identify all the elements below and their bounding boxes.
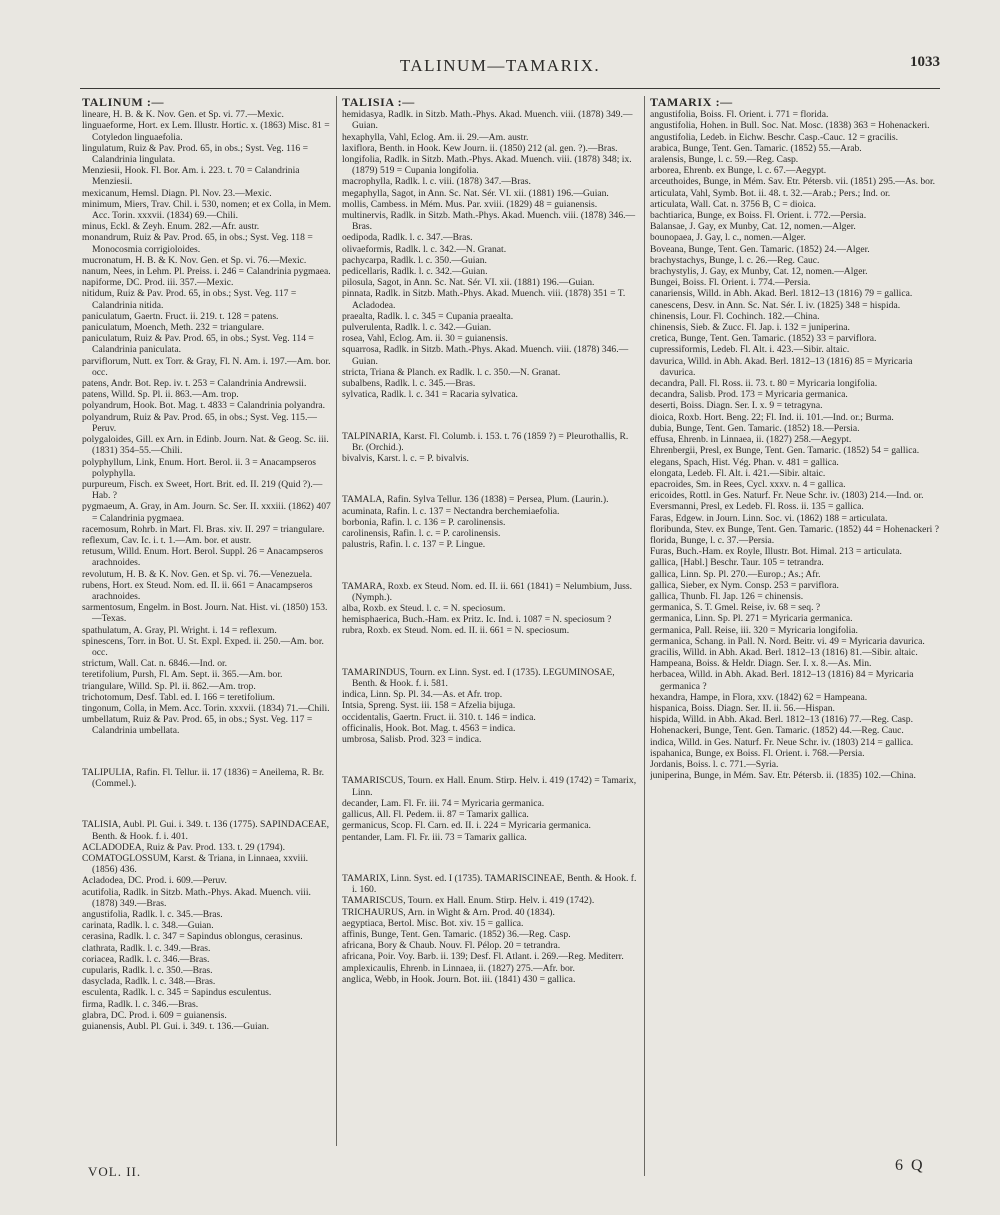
index-entry: cretica, Bunge, Tent. Gen. Tamaric. (1852) 33 = parviflora.: [650, 333, 877, 345]
index-entry: pedicellaris, Radlk. l. c. 342.—Guian.: [342, 266, 488, 278]
entry-gap: [342, 852, 638, 863]
index-entry: minimum, Miers, Trav. Chil. i. 530, nomen; et ex Colla, in Mem. Acc. Torin. xxxvii. (1834) 69.—Chili.: [82, 198, 332, 222]
index-entry: esculenta, Radlk. l. c. 345 = Sapindus esculentus.: [82, 987, 272, 999]
index-entry: cerasina, Radlk. l. c. 347 = Sapindus oblongus, cerasinus.: [82, 931, 303, 943]
index-entry: arceuthoides, Bunge, in Mém. Sav. Etr. Pétersb. vii. (1851) 295.—As. bor.: [650, 176, 936, 188]
index-entry: Bungei, Boiss. Fl. Orient. i. 774.—Persia.: [650, 277, 811, 289]
index-entry: teretifolium, Pursh, Fl. Am. Sept. ii. 365.—Am. bor.: [82, 669, 283, 681]
index-entry: occidentalis, Gaertn. Fruct. ii. 310. t. 146 = indica.: [342, 711, 536, 723]
index-entry: tingonum, Colla, in Mem. Acc. Torin. xxxvii. (1834) 71.—Chili.: [82, 702, 330, 714]
header-rule: [80, 88, 940, 89]
index-entry: bivalvis, Karst. l. c. = P. bivalvis.: [342, 453, 469, 465]
index-entry: mexicanum, Hemsl. Diagn. Pl. Nov. 23.—Mexic.: [82, 187, 272, 199]
index-entry: germanica, S. T. Gmel. Reise, iv. 68 = seq. ?: [650, 602, 821, 614]
index-entry: mucronatum, H. B. & K. Nov. Gen. et Sp. vi. 76.—Mexic.: [82, 254, 307, 266]
index-entry: TAMALA, Rafin. Sylva Tellur. 136 (1838) = Persea, Plum. (Laurin.).: [342, 494, 609, 506]
index-entry: hispanica, Boiss. Diagn. Ser. II. ii. 56.—Hispan.: [650, 702, 835, 714]
index-entry: alba, Roxb. ex Steud. l. c. = N. speciosum.: [342, 603, 506, 615]
index-entry: ericoides, Rottl. in Ges. Naturf. Fr. Neue Schr. iv. (1803) 214.—Ind. or.: [650, 490, 924, 502]
entry-gap: [342, 755, 638, 766]
index-entry: linguaeforme, Hort. ex Lem. Illustr. Hortic. x. (1863) Misc. 81 = Cotyledon linguaefolia.: [82, 120, 330, 143]
index-entry: TAMARISCUS, Tourn. ex Hall. Enum. Stirp. Helv. i. 419 (1742).: [342, 895, 595, 907]
index-entry: lingulatum, Ruiz & Pav. Prod. 65, in obs.; Syst. Veg. 116 = Calandrinia lingulata.: [82, 142, 308, 166]
index-entry: chinensis, Sieb. & Zucc. Fl. Jap. i. 132 = juniperina.: [650, 322, 850, 334]
index-entry: polyphyllum, Link, Enum. Hort. Berol. ii. 3 = Anacampseros polyphylla.: [82, 456, 317, 479]
index-entry: TAMARISCUS, Tourn. ex Hall. Enum. Stirp. Helv. i. 419 (1742) = Tamarix, Linn.: [342, 775, 637, 798]
index-entry: TRICHAURUS, Arn. in Wight & Arn. Prod. 40 (1834).: [342, 906, 555, 918]
index-entry: paniculatum, Moench, Meth. 232 = triangulare.: [82, 322, 265, 334]
index-entry: pilosula, Sagot, in Ann. Sc. Nat. Sér. VI. xii. (1881) 196.—Guian.: [342, 277, 595, 289]
entry-gap: [342, 646, 638, 657]
volume-label: VOL. II.: [88, 1164, 142, 1179]
index-entry: stricta, Triana & Planch. ex Radlk. l. c. 350.—N. Granat.: [342, 366, 561, 378]
index-entry: TALPINARIA, Karst. Fl. Columb. i. 153. t. 76 (1859 ?) = Pleurothallis, R. Br. (Orchid.).: [342, 430, 629, 453]
index-entry: angustifolia, Hohen. in Bull. Soc. Nat. Mosc. (1838) 363 = Hohenackeri.: [650, 120, 930, 132]
index-entry: longifolia, Radlk. in Sitzb. Math.-Phys. Akad. Muench. viii. (1878) 348; ix. (1879) 519 = Cupania longifolia.: [342, 154, 632, 177]
index-entry: arborea, Ehrenb. ex Bunge, l. c. 67.—Aegypt.: [650, 165, 827, 177]
index-entry: hemisphaerica, Buch.-Ham. ex Pritz. Ic. Ind. i. 1087 = N. speciosum ?: [342, 614, 612, 626]
index-entry: Hampeana, Boiss. & Heldr. Diagn. Ser. I. x. 8.—As. Min.: [650, 658, 872, 670]
index-entry: juniperina, Bunge, in Mém. Sav. Etr. Pétersb. ii. (1835) 102.—China.: [650, 770, 916, 782]
index-entry: polyandrum, Hook. Bot. Mag. t. 4833 = Calandrinia polyandra.: [82, 400, 326, 412]
index-entry: gallica, Thunb. Fl. Jap. 126 = chinensis.: [650, 590, 804, 602]
index-entry: patens, Willd. Sp. Pl. ii. 863.—Am. trop.: [82, 389, 239, 401]
index-entry: spathulatum, A. Gray, Pl. Wright. i. 14 = reflexum.: [82, 624, 277, 636]
index-entry: arabica, Bunge, Tent. Gen. Tamaric. (1852) 55.—Arab.: [650, 142, 862, 154]
index-entry: laxiflora, Benth. in Hook. Kew Journ. ii. (1850) 212 (al. gen. ?).—Bras.: [342, 142, 618, 154]
index-entry: gallicus, All. Fl. Pedem. ii. 87 = Tamarix gallica.: [342, 809, 529, 821]
index-entry: parviflorum, Nutt. ex Torr. & Gray, Fl. N. Am. i. 197.—Am. bor. occ.: [82, 355, 331, 378]
index-entry: gracilis, Willd. in Abh. Akad. Berl. 1812–13 (1816) 81.—Sibir. altaic.: [650, 646, 918, 658]
index-entry: paniculatum, Ruiz & Pav. Prod. 65, in obs.; Syst. Veg. 114 = Calandrinia paniculata.: [82, 333, 314, 356]
index-entry: Hohenackeri, Bunge, Tent. Gen. Tamaric. (1852) 44.—Reg. Cauc.: [650, 725, 904, 737]
index-entry: TAMARIX, Linn. Syst. ed. I (1735). TAMARISCINEAE, Benth. & Hook. f. i. 160.: [342, 872, 637, 896]
index-entry: Acladodea, DC. Prod. i. 609.—Peruv.: [82, 875, 227, 887]
index-entry: rubra, Roxb. ex Steud. Nom. ed. II. ii. 661 = N. speciosum.: [342, 625, 570, 637]
genus-heading: TALISIA :—: [342, 97, 415, 109]
index-entry: acuminata, Rafin. l. c. 137 = Nectandra berchemiaefolia.: [342, 505, 560, 517]
index-entry: floribunda, Stev. ex Bunge, Tent. Gen. Tamaric. (1852) 44 = Hohenackeri ?: [650, 523, 939, 535]
index-entry: palustris, Rafin. l. c. 137 = P. Lingue.: [342, 539, 486, 551]
index-entry: COMATOGLOSSUM, Karst. & Triana, in Linnaea, xxviii. (1856) 436.: [82, 852, 309, 876]
index-entry: hexandra, Hampe, in Flora, xxv. (1842) 62 = Hampeana.: [650, 691, 868, 703]
index-entry: indica, Linn. Sp. Pl. 34.—As. et Afr. trop.: [342, 689, 503, 701]
index-entry: glabra, DC. Prod. i. 609 = guianensis.: [82, 1009, 227, 1021]
index-entry: pulverulenta, Radlk. l. c. 342.—Guian.: [342, 322, 492, 334]
index-entry: olivaeformis, Radlk. l. c. 342.—N. Granat.: [342, 243, 507, 255]
index-entry: decander, Lam. Fl. Fr. iii. 74 = Myricaria germanica.: [342, 797, 545, 809]
index-entry: TALIPULIA, Rafin. Fl. Tellur. ii. 17 (1836) = Aneilema, R. Br. (Commel.).: [82, 766, 325, 789]
running-head: TALINUM—TAMARIX.: [399, 56, 601, 75]
index-entry: ispahanica, Bunge, ex Boiss. Fl. Orient. i. 768.—Persia.: [650, 747, 865, 759]
index-entry: clathrata, Radlk. l. c. 349.—Bras.: [82, 942, 211, 954]
index-entry: germanica, Linn. Sp. Pl. 271 = Myricaria germanica.: [650, 613, 853, 625]
index-entry: davurica, Willd. in Abh. Akad. Berl. 1812–13 (1816) 85 = Myricaria davurica.: [650, 355, 913, 378]
index-entry: effusa, Ehrenb. in Linnaea, ii. (1827) 258.—Aegypt.: [650, 434, 852, 446]
index-entry: pachycarpa, Radlk. l. c. 350.—Guian.: [342, 254, 487, 266]
index-entry: pygmaeum, A. Gray, in Am. Journ. Sc. Ser. II. xxxiii. (1862) 407 = Calandrinia pygmaea.: [82, 501, 331, 524]
index-entry: Faras, Edgew. in Journ. Linn. Soc. vi. (1862) 188 = articulata.: [650, 512, 888, 524]
index-entry: germanica, Pall. Reise, iii. 320 = Myricaria longifolia.: [650, 624, 858, 636]
index-entry: macrophylla, Radlk. l. c. viii. (1878) 347.—Bras.: [342, 176, 531, 188]
index-entry: reflexum, Cav. Ic. i. t. 1.—Am. bor. et austr.: [82, 534, 252, 546]
index-entry: praealta, Radlk. l. c. 345 = Cupania praealta.: [342, 310, 514, 322]
index-entry: Furas, Buch.-Ham. ex Royle, Illustr. Bot. Himal. 213 = articulata.: [650, 546, 902, 558]
index-entry: ACLADODEA, Ruiz & Pav. Prod. 133. t. 29 (1794).: [82, 841, 285, 853]
entry-gap: [342, 560, 638, 571]
index-entry: racemosum, Rohrb. in Mart. Fl. Bras. xiv. II. 297 = triangulare.: [82, 523, 325, 535]
index-entry: carolinensis, Rafin. l. c. = P. carolinensis.: [342, 528, 501, 540]
index-entry: nitidum, Ruiz & Pav. Prod. 65, in obs.; Syst. Veg. 117 = Calandrinia nitida.: [82, 288, 297, 311]
index-entry: africana, Bory & Chaub. Nouv. Fl. Pélop. 20 = tetrandra.: [342, 940, 561, 952]
index-entry: indica, Willd. in Ges. Naturf. Fr. Neue Schr. iv. (1803) 214 = gallica.: [650, 736, 914, 748]
index-entry: revolutum, H. B. & K. Nov. Gen. et Sp. vi. 76.—Venezuela.: [82, 568, 313, 580]
signature-mark: 6 Q: [895, 1157, 925, 1174]
index-entry: canariensis, Willd. in Abh. Akad. Berl. 1812–13 (1816) 79 = gallica.: [650, 288, 913, 300]
index-entry: sylvatica, Radlk. l. c. 341 = Racaria sylvatica.: [342, 389, 518, 401]
index-entry: mollis, Cambess. in Mém. Mus. Par. xviii. (1829) 48 = guianensis.: [342, 198, 598, 210]
index-entry: hispida, Willd. in Abh. Akad. Berl. 1812–13 (1816) 77.—Reg. Casp.: [650, 714, 913, 726]
index-entry: hemidasya, Radlk. in Sitzb. Math.-Phys. Akad. Muench. viii. (1878) 349.—Guian.: [342, 109, 633, 132]
column-1: [82, 97, 332, 1157]
index-entry: borbonia, Rafin. l. c. 136 = P. carolinensis.: [342, 516, 506, 528]
index-entry: cupressiformis, Ledeb. Fl. Alt. i. 423.—Sibir. altaic.: [650, 344, 850, 356]
index-entry: Intsia, Spreng. Syst. iii. 158 = Afzelia bijuga.: [342, 700, 516, 712]
index-entry: germanica, Schang. in Pall. N. Nord. Beitr. vi. 49 = Myricaria davurica.: [650, 635, 925, 647]
index-entry: TAMARA, Roxb. ex Steud. Nom. ed. II. ii. 661 (1841) = Nelumbium, Juss. (Nymph.).: [342, 580, 633, 603]
index-entry: bachtiarica, Bunge, ex Boiss. Fl. Orient. i. 772.—Persia.: [650, 210, 867, 222]
column-divider: [644, 96, 645, 1176]
index-entry: bounopaea, J. Gay, l. c., nomen.—Alger.: [650, 232, 806, 244]
index-entry: angustifolia, Radlk. l. c. 345.—Bras.: [82, 908, 223, 920]
index-entry: Balansae, J. Gay, ex Munby, Cat. 12, nomen.—Alger.: [650, 221, 856, 233]
index-entry: multinervis, Radlk. in Sitzb. Math.-Phys. Akad. Muench. viii. (1878) 346.—Bras.: [342, 210, 636, 233]
index-entry: dioica, Roxb. Hort. Beng. 22; Fl. Ind. ii. 101.—Ind. or.; Burma.: [650, 411, 894, 423]
index-entry: firma, Radlk. l. c. 346.—Bras.: [82, 998, 199, 1010]
index-entry: rubens, Hort. ex Steud. Nom. ed. II. ii. 661 = Anacampseros arachnoides.: [82, 579, 313, 602]
index-entry: umbellatum, Ruiz & Pav. Prod. 65, in obs.; Syst. Veg. 117 = Calandrinia umbellata.: [82, 714, 313, 737]
index-entry: officinalis, Hook. Bot. Mag. t. 4563 = indica.: [342, 722, 516, 734]
index-entry: brachystylis, J. Gay, ex Munby, Cat. 12, nomen.—Alger.: [650, 266, 868, 278]
index-entry: anglica, Webb, in Hook. Journ. Bot. iii. (1841) 430 = gallica.: [342, 973, 576, 985]
index-entry: elongata, Ledeb. Fl. Alt. i. 421.—Sibir. altaic.: [650, 467, 826, 479]
index-entry: affinis, Bunge, Tent. Gen. Tamaric. (1852) 36.—Reg. Casp.: [342, 928, 571, 940]
index-entry: articulata, Vahl, Symb. Bot. ii. 48. t. 32.—Arab.; Pers.; Ind. or.: [650, 187, 891, 199]
index-entry: polygaloides, Gill. ex Arn. in Edinb. Journ. Nat. & Geog. Sc. iii. (1831) 354–55.—Chili.: [82, 434, 329, 457]
column-divider: [336, 96, 337, 1146]
genus-heading: TAMARIX :—: [650, 97, 733, 109]
index-entry: retusum, Willd. Enum. Hort. Berol. Suppl. 26 = Anacampseros arachnoides.: [82, 546, 323, 569]
index-entry: amplexicaulis, Ehrenb. in Linnaea, ii. (1827) 275.—Afr. bor.: [342, 962, 575, 974]
index-entry: decandra, Pall. Fl. Ross. ii. 73. t. 80 = Myricaria longifolia.: [650, 378, 878, 390]
index-entry: aegyptiaca, Bertol. Misc. Bot. xiv. 15 = gallica.: [342, 917, 524, 929]
index-entry: pentander, Lam. Fl. Fr. iii. 73 = Tamarix gallica.: [342, 831, 527, 843]
index-entry: patens, Andr. Bot. Rep. iv. t. 253 = Calandrinia Andrewsii.: [82, 378, 307, 390]
index-entry: dubia, Bunge, Tent. Gen. Tamaric. (1852) 18.—Persia.: [650, 422, 860, 434]
index-entry: napiforme, DC. Prod. iii. 357.—Mexic.: [82, 277, 234, 289]
index-entry: monandrum, Ruiz & Pav. Prod. 65, in obs.; Syst. Veg. 118 = Monocosmia corrigioloides.: [82, 232, 313, 255]
index-entry: strictum, Wall. Cat. n. 6846.—Ind. or.: [82, 658, 228, 670]
index-entry: minus, Eckl. & Zeyh. Enum. 282.—Afr. austr.: [82, 221, 260, 233]
index-entry: acutifolia, Radlk. in Sitzb. Math.-Phys. Akad. Muench. viii. (1878) 349.—Bras.: [82, 886, 311, 909]
entry-gap: [342, 410, 638, 421]
index-entry: cupularis, Radlk. l. c. 350.—Bras.: [82, 965, 213, 976]
index-entry: coriacea, Radlk. l. c. 346.—Bras.: [82, 953, 210, 965]
index-entry: gallica, [Habl.] Beschr. Taur. 105 = tetrandra.: [650, 557, 824, 569]
index-entry: spinescens, Torr. in Bot. U. St. Expl. Exped. ii. 250.—Am. bor. occ.: [82, 635, 324, 658]
index-entry: angustifolia, Boiss. Fl. Orient. i. 771 = florida.: [650, 109, 829, 121]
index-entry: Ehrenbergii, Presl, ex Bunge, Tent. Gen. Tamaric. (1852) 54 = gallica.: [650, 445, 920, 457]
column-3: [650, 97, 950, 1197]
entry-gap: [342, 474, 638, 485]
index-entry: epacroides, Sm. in Rees, Cycl. xxxv. n. 4 = gallica.: [650, 478, 846, 490]
index-entry: angustifolia, Ledeb. in Eichw. Beschr. Casp.-Cauc. 12 = gracilis.: [650, 131, 899, 143]
index-entry: gallica, Sieber, ex Nym. Consp. 253 = parviflora.: [650, 579, 839, 591]
index-entry: gallica, Linn. Sp. Pl. 270.—Europ.; As.; Afr.: [650, 568, 821, 580]
index-entry: squarrosa, Radlk. in Sitzb. Math.-Phys. Akad. Muench. viii. (1878) 346.—Guian.: [342, 344, 629, 367]
index-entry: deserti, Boiss. Diagn. Ser. I. x. 9 = tetragyna.: [650, 400, 823, 412]
index-entry: hexaphylla, Vahl, Eclog. Am. ii. 29.—Am. austr.: [342, 131, 529, 143]
index-entry: triangulare, Willd. Sp. Pl. ii. 862.—Am. trop.: [82, 680, 256, 692]
index-entry: aralensis, Bunge, l. c. 59.—Reg. Casp.: [650, 154, 799, 166]
index-entry: herbacea, Willd. in Abh. Akad. Berl. 1812–13 (1816) 84 = Myricaria germanica ?: [650, 669, 914, 692]
index-entry: Menziesii, Hook. Fl. Bor. Am. i. 223. t. 70 = Calandrinia Menziesii.: [82, 165, 300, 188]
index-entry: subalbens, Radlk. l. c. 345.—Bras.: [342, 378, 476, 390]
index-entry: lineare, H. B. & K. Nov. Gen. et Sp. vi. 77.—Mexic.: [82, 109, 284, 121]
index-entry: trichotomum, Desf. Tabl. ed. I. 166 = teretifolium.: [82, 691, 275, 703]
index-entry: elegans, Spach, Hist. Vég. Phan. v. 481 = gallica.: [650, 456, 839, 468]
index-entry: articulata, Wall. Cat. n. 3756 B, C = dioica.: [650, 198, 816, 210]
page-number: 1033: [910, 54, 940, 70]
index-entry: TAMARINDUS, Tourn. ex Linn. Syst. ed. I (1735). LEGUMINOSAE, Benth. & Hook. f. i. 581.: [342, 666, 615, 690]
entry-gap: [82, 799, 332, 810]
index-entry: decandra, Salisb. Prod. 173 = Myricaria germanica.: [650, 389, 848, 401]
index-entry: nanum, Nees, in Lehm. Pl. Preiss. i. 246 = Calandrinia pygmaea.: [82, 266, 331, 278]
index-entry: rosea, Vahl, Eclog. Am. ii. 30 = guianensis.: [342, 333, 508, 345]
index-entry: brachystachys, Bunge, l. c. 26.—Reg. Cauc.: [650, 254, 820, 266]
index-entry: Eversmanni, Presl, ex Ledeb. Fl. Ross. ii. 135 = gallica.: [650, 501, 864, 513]
index-entry: paniculatum, Gaertn. Fruct. ii. 219. t. 128 = patens.: [82, 310, 279, 322]
index-entry: chinensis, Lour. Fl. Cochinch. 182.—China.: [650, 310, 820, 322]
index-entry: canescens, Desv. in Ann. Sc. Nat. Sér. I. iv. (1825) 348 = hispida.: [650, 299, 901, 311]
index-entry: carinata, Radlk. l. c. 348.—Guian.: [82, 920, 214, 932]
entry-gap: [82, 746, 332, 757]
index-entry: germanicus, Scop. Fl. Carn. ed. II. i. 224 = Myricaria germanica.: [342, 820, 591, 832]
index-entry: africana, Poir. Voy. Barb. ii. 139; Desf. Fl. Atlant. i. 269.—Reg. Mediterr.: [342, 951, 624, 963]
index-entry: pinnata, Radlk. in Sitzb. Math.-Phys. Akad. Muench. viii. (1878) 351 = T. Acladodea.: [342, 288, 626, 311]
index-entry: Jordanis, Boiss. l. c. 771.—Syria.: [650, 758, 779, 770]
index-entry: megaphylla, Sagot, in Ann. Sc. Nat. Sér. VI. xii. (1881) 196.—Guian.: [342, 187, 609, 199]
index-entry: Boveana, Bunge, Tent. Gen. Tamaric. (1852) 24.—Alger.: [650, 243, 870, 255]
index-entry: guianensis, Aubl. Pl. Gui. i. 349. t. 136.—Guian.: [82, 1021, 270, 1033]
index-entry: florida, Bunge, l. c. 37.—Persia.: [650, 534, 775, 546]
column-2: [342, 97, 638, 1157]
index-entry: dasyclada, Radlk. l. c. 348.—Bras.: [82, 976, 216, 988]
index-entry: sarmentosum, Engelm. in Bost. Journ. Nat. Hist. vi. (1850) 153.—Texas.: [82, 602, 328, 625]
index-entry: oedipoda, Radlk. l. c. 347.—Bras.: [342, 232, 473, 244]
index-entry: purpureum, Fisch. ex Sweet, Hort. Brit. ed. II. 219 (Quid ?).—Hab. ?: [82, 478, 323, 502]
index-entry: umbrosa, Salisb. Prod. 323 = indica.: [342, 734, 482, 746]
index-entry: TALISIA, Aubl. Pl. Gui. i. 349. t. 136 (1775). SAPINDACEAE, Benth. & Hook. f. i. 401.: [82, 819, 330, 842]
genus-heading: TALINUM :—: [82, 97, 165, 109]
index-entry: polyandrum, Ruiz & Pav. Prod. 65, in obs.; Syst. Veg. 115.—Peruv.: [82, 411, 317, 434]
